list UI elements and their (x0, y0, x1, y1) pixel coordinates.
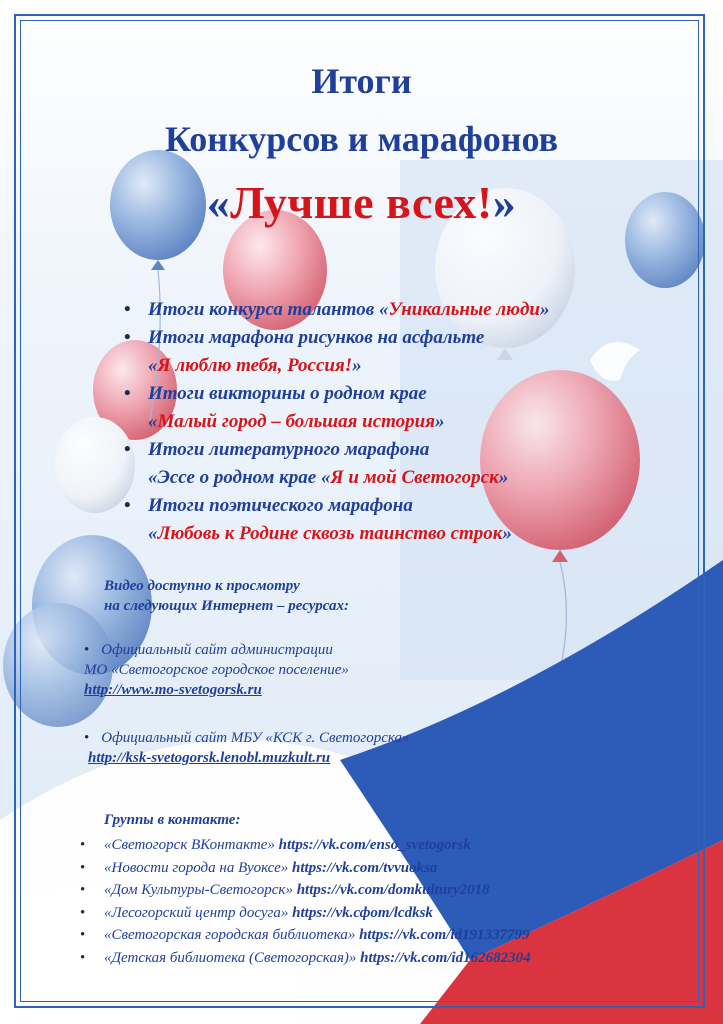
result-item: • Итоги литературного марафона «Эссе о родном крае «Я и мой Светогорск» (118, 436, 678, 492)
bullet-icon: • (80, 859, 86, 876)
bullet-icon: • (80, 927, 86, 943)
bullet-icon: • (80, 837, 86, 853)
ksk-site-link[interactable]: http://ksk-svetogorsk.lenobl.muzkult.ru (88, 750, 331, 766)
group-link[interactable]: https://vk.com/id191337799 (359, 927, 530, 943)
bullet-icon: • (80, 882, 86, 898)
bullet-icon: • (84, 642, 90, 658)
group-item: • «Дом Культуры-Светогорск» https://vk.com/domkultury2018 (80, 879, 680, 902)
result-item: • Итоги марафона рисунков на асфальте «Я люблю тебя, Россия!» (118, 324, 678, 380)
group-item: • «Светогорск ВКонтакте» https://vk.com/enso_svetogorsk (80, 834, 680, 857)
title-line-2: Конкурсов и марафонов (164, 119, 559, 159)
group-link[interactable]: https://vk.com/tvvuoksa (292, 859, 438, 876)
bullet-icon: • (80, 904, 86, 921)
title-quote-close: » (492, 177, 517, 228)
group-link[interactable]: https://vk.com/enso_svetogorsk (278, 837, 471, 853)
group-item: • «Новости города на Вуоксе» https://vk.com/tvvuoksa (80, 857, 680, 880)
resource-admin: • Официальный сайт администрации МО «Светогорское городское поселение» http://www.mo-svetogorsk.ru (84, 642, 349, 698)
title-line-3 (0, 176, 723, 229)
group-item: • «Детская библиотека (Светогорская)» https://vk.com/id162682304 (80, 947, 680, 970)
group-item: • «Лесогорский центр досуга» https://vk.сфот/lcdksk (80, 902, 680, 925)
result-item: • Итоги конкурса талантов «Уникальные люди» (118, 296, 678, 324)
bullet-icon: • (124, 495, 131, 516)
results-list (118, 296, 678, 548)
video-heading: Видео доступно к просмотру на следующих Интернет – ресурсах: (104, 578, 349, 614)
bullet-icon: • (124, 299, 131, 320)
bullet-icon: • (124, 439, 131, 460)
result-item: • Итоги поэтического марафона «Любовь к Родине сквозь таинство строк» (118, 492, 678, 548)
groups-heading: Группы в контакте: (104, 812, 241, 828)
title-highlight: Лучше всех! (230, 177, 493, 228)
title-quote-open: « (206, 177, 231, 228)
bullet-icon: • (124, 327, 131, 348)
group-item: • «Светогорская городская библиотека» https://vk.com/id191337799 (80, 924, 680, 947)
group-link[interactable]: https://vk.com/domkultury2018 (296, 882, 490, 898)
bullet-icon: • (84, 730, 90, 746)
groups-list (80, 834, 680, 969)
bullet-icon: • (124, 383, 131, 404)
group-link[interactable]: https://vk.com/id162682304 (360, 949, 531, 966)
bullet-icon: • (80, 949, 86, 966)
result-item: • Итоги викторины о родном крае «Малый город – большая история» (118, 380, 678, 436)
title-line-1: Итоги (311, 61, 412, 101)
resource-ksk: • Официальный сайт МБУ «КСК г. Светогорска» http://ksk-svetogorsk.lenobl.muzkult.ru (84, 730, 410, 766)
group-link[interactable]: https://vk.сфот/lcdksk (292, 904, 433, 921)
admin-site-link[interactable]: http://www.mo-svetogorsk.ru (84, 682, 262, 698)
